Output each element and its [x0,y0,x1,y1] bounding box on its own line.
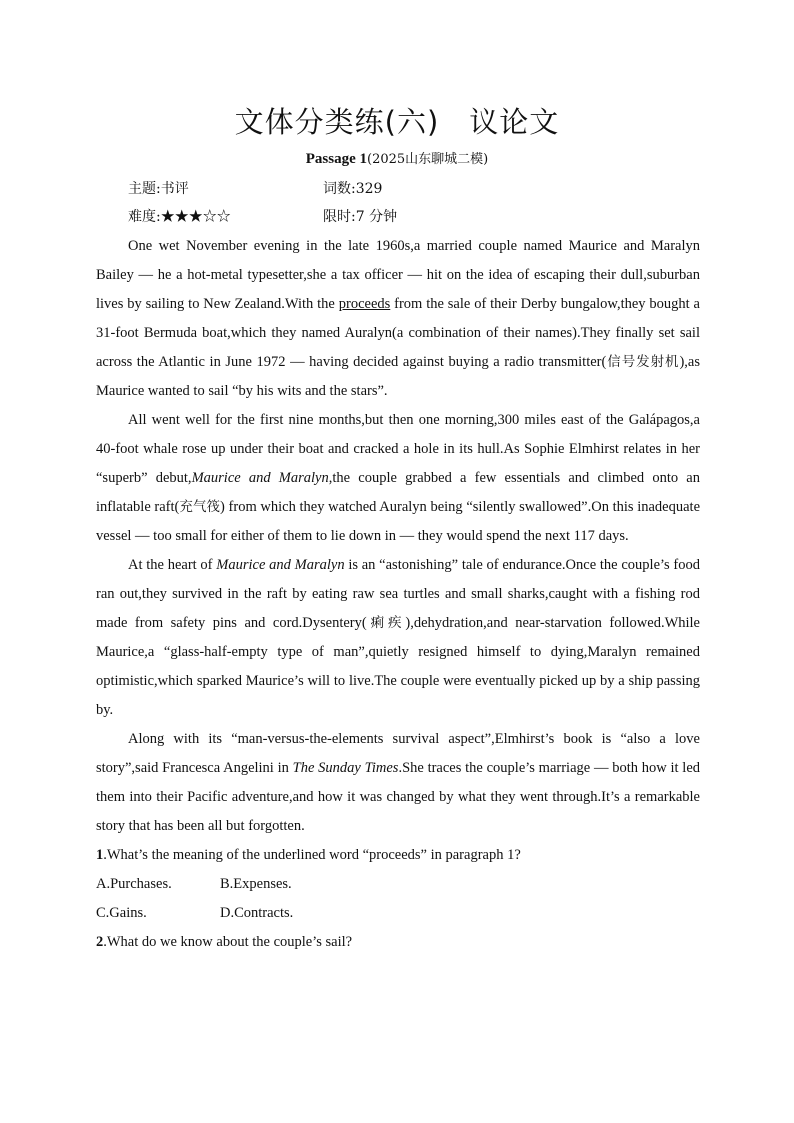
question-1-options-row-1 [96,870,700,899]
question-2 [96,928,700,957]
meta-difficulty [128,206,231,228]
p3-chinese-note: 痢疾 [366,615,406,631]
question-2-number: 2 [96,934,104,950]
p2-text-b: ,the couple grabbed a few essentials and climbed onto an inflatable raft( [96,470,700,515]
p4-newspaper-title: The Sunday Times [292,760,399,776]
meta-words [323,178,382,200]
option-a: A.Purchases. [96,876,172,892]
p4-text-b: .She traces the couple’s marriage — both how it led them into their Pacific adventure,and how it was changed by what they went through.It’s a remarkable story that has been all but forgotten. [96,760,701,834]
p1-text-a: One wet November evening in the late 1960s,a married couple named Maurice and Maralyn Bailey — he a hot-metal typesetter,she a tax officer — hit on the idea of escaping their dull,suburban lives by sailing to New Zealand.With the [96,238,700,312]
passage-label: Passage 1 [305,151,367,167]
paragraph-3 [96,551,700,725]
words-label: 词数: [323,181,356,197]
topic-label: 主题: [128,181,161,197]
question-1-text: .What’s the meaning of the underlined word “proceeds” in paragraph 1? [103,847,521,863]
paragraph-2 [96,406,700,551]
p1-chinese-note: 信号发射机 [606,354,680,370]
difficulty-stars: ★★★☆☆ [160,209,231,225]
words-value: 329 [355,181,383,197]
page-title: 文体分类练(六) 议论文 [234,105,560,139]
passage-body [96,232,700,957]
question-2-text: .What do we know about the couple’s sail? [103,934,353,950]
option-d: D.Contracts. [220,905,294,921]
p3-text-c: ),dehydration,and near-starvation followed.While Maurice,a “glass-half-empty type of man”,quietly resigned himself to dying,Maralyn remained optimistic,which sparked Maurice’s will to live.The couple were eventually picked up by a ship passing by. [96,615,700,718]
time-label: 限时: [323,209,356,225]
p4-text-a: Along with its “man-versus-the-elements survival aspect”,Elmhirst’s book is “also a love story”,said Francesca Angelini in [96,731,700,776]
meta-time [323,206,397,228]
p3-text-b: is an “astonishing” tale of endurance.Once the couple’s food ran out,they survived in the raft by eating raw sea turtles and small sharks,caught with a fishing rod made from safety pins and cord.Dysentery( [96,557,700,631]
time-value: 7 分钟 [355,209,398,225]
p2-text-a: All went well for the first nine months,but then one morning,300 miles east of the Galápagos,a 40-foot whale rose up under their boat and cracked a hole in its hull.As Sophie Elmhirst relates in her “superb” debut, [96,412,700,486]
p2-text-c: ) from which they watched Auralyn being “silently swallowed”.On this inadequate vessel — too small for either of them to lie down in — they would spend the next 117 days. [96,499,701,544]
p3-text-a: At the heart of [128,557,217,573]
meta-topic [128,178,189,200]
difficulty-label: 难度: [128,209,161,225]
topic-value: 书评 [160,181,189,197]
p1-text-c: ),as Maurice wanted to sail “by his wits and the stars”. [96,354,700,399]
passage-subtitle [0,148,794,171]
option-b: B.Expenses. [220,876,292,892]
question-1-options-row-2 [96,899,700,928]
underlined-word: proceeds [338,296,391,312]
passage-source: (2025山东聊城二模) [367,152,489,167]
p2-book-title: Maurice and Maralyn [191,470,329,486]
p1-text-b: from the sale of their Derby bungalow,they bought a 31-foot Bermuda boat,which they named Auralyn(a combination of their names).They finally set sail across the Atlantic in June 1972 — having decided against buying a radio transmitter( [96,296,700,370]
p3-book-title: Maurice and Maralyn [216,557,345,573]
paragraph-1 [96,232,700,406]
option-c: C.Gains. [96,905,147,921]
paragraph-4 [96,725,700,841]
question-1 [96,841,700,870]
p2-chinese-note: 充气筏 [179,499,221,515]
question-1-number: 1 [96,847,104,863]
